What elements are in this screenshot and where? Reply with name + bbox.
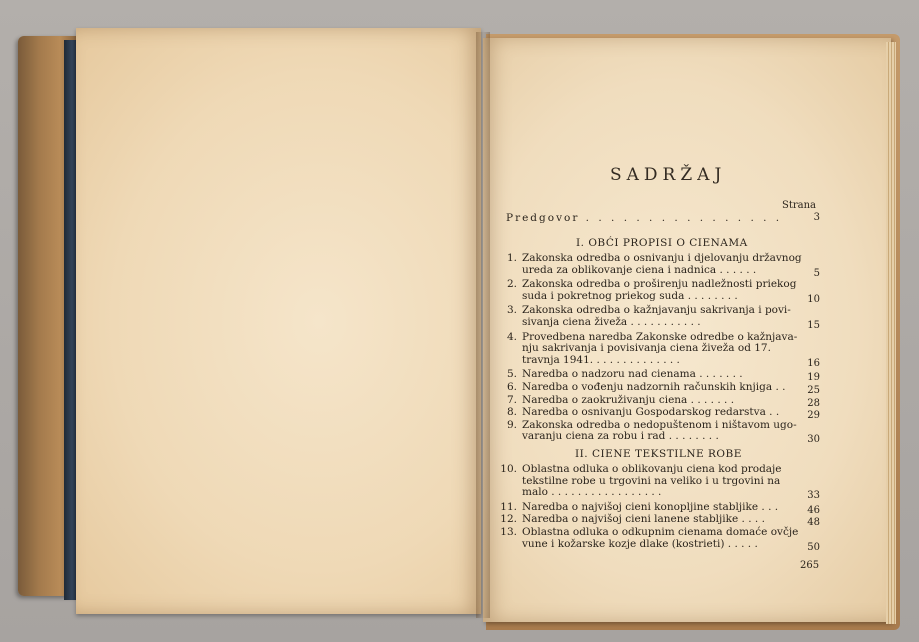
toc-entry-text: Zakonska odredba o nedopuštenom i ništavom ugo- [522,418,797,431]
toc-page: 29 [807,410,820,422]
page-title: SADRŽAJ [610,165,727,185]
toc-entry-number: 3. [506,304,517,317]
toc-entry-text: suda i pokretnog priekog suda . . . . . . . . [522,289,738,302]
toc-entry-text: Naredba o najvišoj cieni konopljine stabljike . . . [522,500,779,513]
toc-entry-text: vune i kožarske kozje dlake (kostrieti) . . . . . [522,537,758,550]
toc-entry-text: Naredba o nadzoru nad cienama . . . . . . . [522,368,743,381]
toc-entry-number: 10. [500,463,517,475]
toc-entry-number: 9. [506,418,517,431]
page-number: 265 [800,560,820,571]
toc-page: 10 [807,293,820,305]
page-edges [886,42,896,624]
toc-page: 3 [813,212,820,223]
toc-entry-text: Oblastna odluka o oblikovanju ciena kod prodaje [522,463,782,475]
toc-page: 33 [807,490,820,502]
toc-entry-text: tekstilne robe u trgovini na veliko i u trgovini na [522,474,781,487]
toc-entry-text: nju sakrivanja i povisivanja ciena živeža od 17. [522,342,771,355]
toc-entry-text: Naredba o zaokruživanju ciena . . . . . . . [522,393,735,406]
toc-entry-number: 13. [500,526,517,538]
toc-entry-number: 6. [506,381,517,393]
toc-entry-text: Zakonska odredba o kažnjavanju sakrivanja i povi- [522,304,791,317]
toc-entry-number: 11. [500,500,517,513]
toc-entry-text: Naredba o najvišoj cieni lanene stabljike . . . . [522,513,765,526]
toc-entry-number: 5. [506,368,517,381]
toc-page: 19 [807,372,820,384]
toc-page: 30 [807,434,820,446]
toc-entry-text: varanju ciena za robu i rad . . . . . . . . [522,430,719,443]
toc-page: 15 [807,320,820,331]
toc-entry-text: Naredba o vođenju nadzornih računskih knjiga . . [522,381,786,393]
toc-entry-text: Oblastna odluka o odkupnim cienama domaće ovčje [522,526,799,538]
toc-entry-number: 4. [506,330,517,343]
toc-entry-number: 12. [500,513,517,526]
section-heading: I. OBĆI PROPISI O CIENAMA [576,237,748,249]
toc-page: 48 [807,517,820,529]
toc-entry-text: Zakonska odredba o proširenju nadležnosti priekog [522,278,797,291]
toc-page: 46 [807,504,820,516]
page-column-header: Strana [782,200,817,211]
toc-entry-preface: Predgovor . . . . . . . . . . . . . . . . [506,212,783,224]
toc-entry-text: malo . . . . . . . . . . . . . . . . . [522,486,662,499]
toc-entry-number: 1. [506,252,517,264]
section-heading: II. CIENE TEKSTILNE ROBE [575,448,742,460]
toc-entry-text: travnja 1941. . . . . . . . . . . . . . [522,353,680,366]
toc-entry-text: Provedbena naredba Zakonske odredbe o kažnjava- [522,330,798,343]
toc-entry-text: sivanja ciena živeža . . . . . . . . . . . [522,316,701,328]
toc-page: 5 [813,267,820,279]
toc-entry-text: Naredba o osnivanju Gospodarskog redarstva . . [522,406,780,419]
toc-entry-number: 2. [506,278,517,291]
toc-page: 25 [807,385,820,396]
gutter [476,32,490,618]
toc-entry-text: Zakonska odredba o osnivanju i djelovanju državnog [522,252,802,264]
toc-page: 28 [807,397,820,409]
toc-entry-number: 8. [506,406,517,419]
toc-page: 50 [807,541,820,553]
toc-page: 16 [807,357,820,369]
toc-entry-text: ureda za oblikovanje ciena i nadnica . . . . . . [522,263,757,276]
toc-entry-number: 7. [506,393,517,406]
left-page [76,28,481,614]
